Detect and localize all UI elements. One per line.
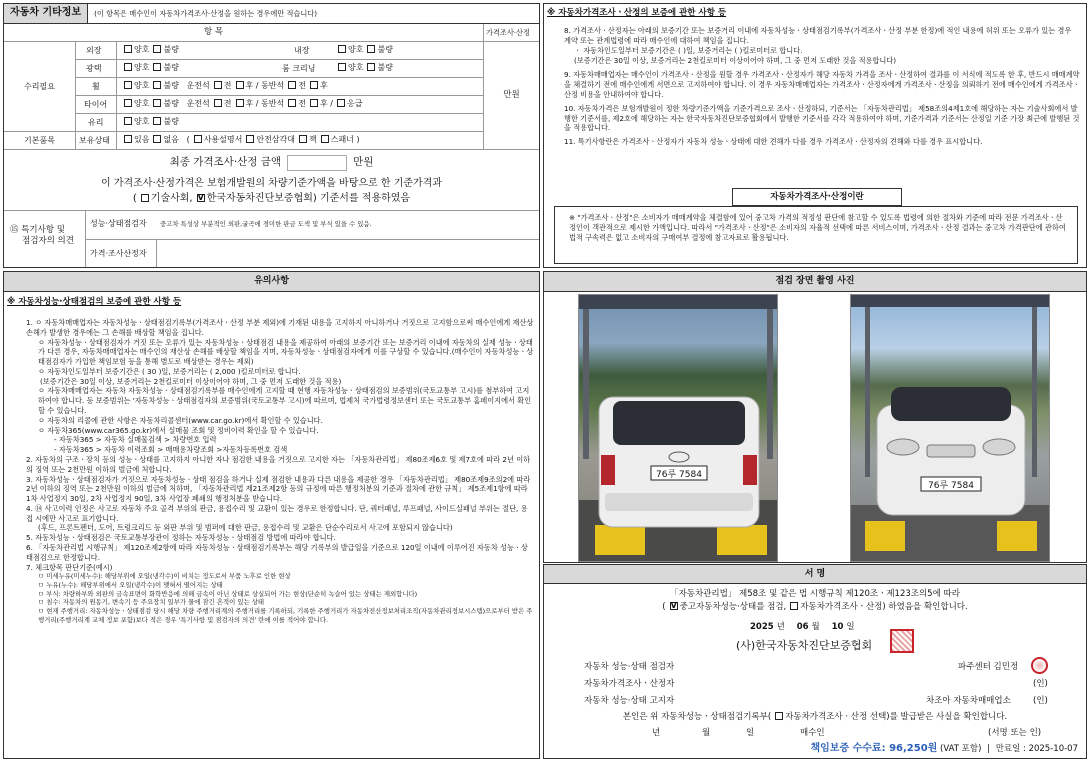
basis-paren: ( bbox=[132, 193, 137, 204]
caution-1b: ㅇ 자동차성능ㆍ상태점검자가 거짓 또는 오류가 있는 자동차성능ㆍ상태점검 내용을 제공하여 아래의 보증기간 또는 보증거리 이내에 자동차의 실제 성능ㆍ상태가 다른 경우, 자동차매매업자는 매수인의 재산상 손해를 배상할 책임을 지며, 자동차성능ㆍ상태점검자에게 이를 구상할 수 있습니다.(매수인이 자동차성능ㆍ상태점검자가 가입한 책임보험 등을 통해 별도로 배상받는 경우는 제외) bbox=[38, 337, 534, 367]
confirm-price-label: 자동차가격조사ㆍ산정) 하였음을 확인합니다. bbox=[800, 602, 968, 612]
price-notes-title: ※ 자동차가격조사ㆍ산정의 보증에 관한 사항 등 bbox=[547, 8, 727, 18]
basic-label-cell bbox=[4, 132, 76, 150]
glass-bad-label: 불량 bbox=[163, 117, 179, 126]
glass-good-checkbox[interactable] bbox=[124, 117, 132, 125]
owned-yes-checkbox[interactable] bbox=[124, 135, 132, 143]
signature-header bbox=[544, 565, 1086, 584]
row-gloss bbox=[76, 60, 483, 78]
performance-row bbox=[86, 211, 539, 240]
tire-label: 타이어 bbox=[84, 100, 108, 109]
signature-date bbox=[750, 622, 1086, 633]
interior-good-label: 양호 bbox=[348, 45, 364, 54]
exterior-good-label: 양호 bbox=[134, 45, 150, 54]
sig-year-unit: 년 bbox=[776, 622, 785, 632]
inspector-label: 자동차 성능·상태 점검자 bbox=[584, 662, 675, 672]
tire-front2-label: 전 bbox=[298, 99, 306, 108]
signature-section bbox=[543, 564, 1087, 759]
buyer-year: 년 bbox=[652, 728, 661, 738]
fee-vat: (VAT 포함) bbox=[940, 744, 982, 754]
repair-rows bbox=[76, 42, 483, 150]
sig-day: 10 bbox=[831, 622, 844, 632]
photos-header bbox=[544, 272, 1086, 292]
room-label: 룸 크리닝 bbox=[282, 64, 316, 73]
caution-6: 6. 「자동차관리법 시행규칙」 제120조제2항에 따라 자동차성능ㆍ상태점검기록부는 해당 기록부의 발급일을 기준으로 120일 이내에 이루어진 자동차 성능ㆍ상태점검으로 한정합니다. bbox=[26, 542, 528, 562]
caution-1e: ㅇ 자동차매매업자는 자동차 자동차성능ㆍ상태점검기록부를 매수인에게 고지할 때 현행 자동차성능ㆍ상태점검의 보증범위(국토교통부 고시)를 첨부하여 고지하여야 합니다. 등 보증범위는 '자동차성능ㆍ상태점검자의 보증범위(국토교통부 고시)에 따르며, 법제처 국가법령정보센터 또는 국토교통부 홈페이지에서 확인할 수 있습니다. bbox=[38, 386, 532, 416]
buyer-day: 일 bbox=[746, 728, 755, 738]
owned-no-checkbox[interactable] bbox=[153, 135, 161, 143]
basis-tech-label: 기술사회, bbox=[150, 193, 193, 204]
caution-2: 2. 자동차의 구조ㆍ장치 등의 성능ㆍ상태를 고지하지 아니한 자나 점검한 내용을 거짓으로 고지한 자는 「자동차관리법」 제80조제6호 및 제7호에 따라 2년 이하의 징역 또는 2천만원 이하의 벌금에 처합니다. bbox=[26, 454, 531, 474]
interior-good-checkbox[interactable] bbox=[338, 45, 346, 53]
criteria-item: ㅁ 침수: 자동차의 원동기, 변속기 등 주요장치 일부가 물에 잠긴 흔적이 있는 상태 bbox=[38, 598, 265, 607]
caution-1i: - 자동차365 > 자동차 이력조회 > 매매용차량조회 >자동차등록번호 검색 bbox=[54, 445, 288, 455]
header-item-label: 항 목 bbox=[204, 27, 224, 37]
inspection-photo-front bbox=[850, 294, 1050, 562]
receipt-text-b: 자동차가격조사 · 산정 선택)를 발급받은 사실을 확인합니다. bbox=[785, 712, 1008, 722]
gloss-label: 광택 bbox=[86, 64, 102, 73]
tire-front-checkbox[interactable] bbox=[214, 99, 222, 107]
other-info-title: 자동차 기타정보 bbox=[4, 4, 88, 23]
tire-front-label: 전 bbox=[223, 99, 232, 108]
fee-expiry: 만료일 : 2025-10-07 bbox=[995, 744, 1078, 754]
price-column bbox=[483, 42, 539, 150]
caution-1: 1. ㅇ 자동차매매업자는 자동차성능ㆍ상태점검기록부(가격조사ㆍ산정 부분 제외)에 기재된 내용을 고지하지 아니하거나 거짓으로 고지함으로써 매수인에게 재산상 손해가 발생한 경우에는 그 손해를 배상할 책임을 집니다. bbox=[26, 318, 534, 337]
pricer-seal: (인) bbox=[1033, 679, 1048, 689]
performance-label: 성능·상태점검자 bbox=[90, 219, 147, 228]
wheel-rear-checkbox[interactable] bbox=[236, 81, 244, 89]
signature-title: 서 명 bbox=[804, 569, 826, 579]
room-bad-label: 불량 bbox=[377, 63, 393, 72]
row-owned bbox=[76, 132, 483, 150]
caution-4b: (후드, 프론트펜더, 도어, 트렁크리드 등 외판 부위 및 범퍼에 대한 판금, 용접수리 및 교환은 단순수리로서 사고에 포함되지 않습니다) bbox=[38, 523, 453, 533]
association-name: (사)한국자동차진단보증협회 bbox=[736, 639, 873, 652]
criteria-item: ㅁ 누유(누수): 해당부위에서 오일(냉각수)이 맺혀서 떨어지는 상태 bbox=[38, 580, 223, 589]
price-note-8-period: ㆍ 자동차인도일부터 보증기간은 ( )일, 보증거리는 ( )킬로미터로 합니다. bbox=[574, 45, 803, 55]
gloss-bad-checkbox[interactable] bbox=[153, 63, 161, 71]
caution-5: 5. 자동차성능ㆍ상태점검은 국토교통부장관이 정하는 자동차성능ㆍ상태점검 방법에 따라야 합니다. bbox=[26, 533, 336, 543]
definition-title: 자동차가격조사·산정이란 bbox=[770, 191, 864, 202]
price-note-11: 11. 특기사항란은 가격조사ㆍ산정자가 자동차 성능ㆍ상태에 대한 견해가 다를 경우 가격조사ㆍ산정자의 견해와 다를 경우 표시합니다. bbox=[564, 137, 983, 147]
cautions-title: 유의사항 bbox=[254, 276, 289, 286]
wheel-label: 휠 bbox=[92, 82, 100, 91]
tire-spare-checkbox[interactable] bbox=[337, 99, 345, 107]
confirm-price-checkbox[interactable] bbox=[790, 602, 798, 610]
price-notes-section bbox=[543, 3, 1087, 268]
basis-association-label: 한국자동차진단보증협회) 기준서를 적용하였음 bbox=[206, 193, 411, 204]
room-good-checkbox[interactable] bbox=[338, 63, 346, 71]
owned-no-label: 없음 bbox=[163, 135, 179, 144]
caution-1h: - 자동차365 > 자동차 실매물검색 > 차량번호 입력 bbox=[54, 435, 217, 445]
header-price-label: 가격조사·산정 bbox=[486, 28, 530, 37]
price-note-8-rule: (보증기간은 30일 이상, 보증거리는 2천킬로미터 이상이어야 하며, 그 중 먼저 도래한 것을 적용합니다) bbox=[574, 55, 897, 65]
special-notes bbox=[4, 210, 539, 267]
cautions-section bbox=[3, 271, 540, 759]
row-exterior bbox=[76, 42, 483, 60]
caution-1c: ㅇ 자동차인도일부터 보증기간은 ( 30 )일, 보증거리는 ( 2,000 )킬로미터로 합니다. bbox=[38, 366, 301, 376]
wheel-front-label: 전 bbox=[223, 81, 232, 90]
cautions-body bbox=[26, 318, 534, 624]
glass-bad-checkbox[interactable] bbox=[153, 117, 161, 125]
exterior-bad-label: 불량 bbox=[163, 45, 179, 54]
exterior-bad-checkbox[interactable] bbox=[153, 45, 161, 53]
signature-confirm-line bbox=[544, 602, 1086, 613]
caution-4: 4. ⑭ 사고이력 인정은 사고로 자동차 주요 골격 부위의 판금, 용접수리 및 교환이 있는 경우로 한정합니다. 단, 쿼터패널, 루프패널, 사이드실패널 부위는 절단, 용접 시에만 사고로 표기합니다. bbox=[26, 503, 528, 523]
other-info-section bbox=[3, 3, 540, 268]
wheel-front2-checkbox[interactable] bbox=[288, 81, 296, 89]
inspector-seal-icon bbox=[1031, 657, 1048, 674]
cautions-header bbox=[4, 272, 539, 292]
rear-car-illustration bbox=[579, 295, 778, 562]
photos-section bbox=[543, 271, 1087, 563]
front-plate-text: 76루 7584 bbox=[928, 481, 974, 491]
other-info-note: (이 항목은 매수인이 자동차가격조사·산정을 원하는 경우에만 적습니다) bbox=[94, 9, 318, 18]
buyer-month: 월 bbox=[702, 728, 711, 738]
wheel-good-checkbox[interactable] bbox=[124, 81, 132, 89]
gloss-good-checkbox[interactable] bbox=[124, 63, 132, 71]
gloss-bad-label: 불량 bbox=[163, 63, 179, 72]
notifier-label: 자동차 성능·상태 고지자 bbox=[584, 696, 675, 706]
price-notes-body bbox=[564, 26, 1080, 147]
notifier-seal: (인) bbox=[1033, 696, 1048, 706]
association-seal-icon bbox=[890, 629, 914, 653]
tire-bad-checkbox[interactable] bbox=[153, 99, 161, 107]
special-label-1: ⑮ 특기사항 및 bbox=[10, 225, 65, 235]
triangle-label: 안전삼각대 bbox=[256, 135, 295, 144]
final-price-row bbox=[4, 150, 539, 176]
final-price-label: 최종 가격조사·산정 금액 bbox=[169, 156, 282, 169]
caution-1g: ㅇ 자동차365(www.car365.go.kr)에서 실매물 조회 및 정비이력 확인을 할 수 있습니다. bbox=[38, 425, 319, 435]
tire-good-label: 양호 bbox=[134, 99, 150, 108]
final-price-unit: 만원 bbox=[353, 156, 374, 169]
wheel-rear2-label: 후 bbox=[319, 81, 328, 90]
definition-title-box bbox=[732, 188, 902, 206]
price-note-9: 9. 자동차매매업자는 매수인이 가격조사ㆍ산정을 원할 경우 가격조사ㆍ산정자가 해당 자동차 가격을 조사ㆍ산정하여 결과를 이 서식에 적도록 한 후, 반드시 매매계약을 체결하기 전에 매수인에게 서면으로 고지하여야 합니다. 이 경우 자동차매매업자는 가격조사ㆍ산정자에게 가격조사ㆍ산정을 의뢰하기 전에 매수인에게 가격조사ㆍ산정 비용을 안내하여야 합니다. bbox=[564, 69, 1080, 99]
room-bad-checkbox[interactable] bbox=[367, 63, 375, 71]
basic-label: 기본품목 bbox=[24, 135, 55, 145]
final-price-input[interactable] bbox=[287, 155, 347, 171]
buyer-sign: (서명 또는 인) bbox=[988, 728, 1042, 738]
triangle-checkbox[interactable] bbox=[246, 135, 254, 143]
wheel-bad-checkbox[interactable] bbox=[153, 81, 161, 89]
confirm-performance-label: 중고자동차성능·상태를 점검, bbox=[679, 602, 787, 612]
special-label-2: 점검자의 의견 bbox=[22, 235, 74, 246]
tire-spare-label: 응급 bbox=[346, 99, 363, 108]
tire-rear-label: 후 / 동반석 bbox=[245, 99, 285, 108]
basis-association-checkbox[interactable] bbox=[197, 194, 205, 202]
caution-1f: ㅇ 자동차의 리콜에 관한 사항은 자동차리콜센터(www.car.go.kr)에서 확인할 수 있습니다. bbox=[38, 415, 323, 425]
owned-paren: ( bbox=[186, 135, 190, 144]
pricing-row bbox=[86, 240, 539, 267]
manual-checkbox[interactable] bbox=[194, 135, 202, 143]
pricing-label: 가격·조사산정자 bbox=[90, 249, 147, 258]
definition-text: ※ "가격조사ㆍ산정"은 소비자가 매매계약을 체결함에 있어 중고차 가격의 적정성 판단에 참고할 수 있도록 법령에 의한 절차와 기준에 따라 전문 가격조사ㆍ산정인이 객관적으로 제시한 가액입니다. 따라서 "가격조사ㆍ산정"은 소비자의 자율적 선택에 따른 서비스이며, 가격조사ㆍ산정 결과는 중고차 가격판단에 관하여 법적 구속력은 없고 소비자의 구매여부 결정에 참고자료로 활용됩니다. bbox=[569, 213, 1066, 243]
cautions-subtitle: ※ 자동차성능·상태점검의 보증에 관한 사항 등 bbox=[7, 297, 182, 307]
price-note-10: 10. 자동차가격은 보험개발원이 정한 차량기준가액을 기준가격으로 조사ㆍ산정하되, 기준서는 「자동차관리법」 제58조의4제1호에 해당하는 자는 기술사회에서 발행한 기준서를, 제2호에 해당하는 자는 한국자동차진단보증협회에서 발행한 기준서를 각각 적용하여야 하며, 기준가격과 기준서는 산정일 기준 가장 최근에 발행된 것을 적용합니다. bbox=[564, 103, 1080, 133]
row-tire bbox=[76, 96, 483, 114]
criteria-item: ㅁ 현재 주행거리: 자동차성능ㆍ상태점검 당시 해당 차량 주행거리계의 주행거리를 기록하되, 기록한 주행거리가 자동차전산정보처리조직(자동차관리정보시스템)으로부터 받은 주행거리(주행거리계 교체 정보 포함)보다 적은 경우 '특기사항 및 점검자의 의견' 란에 이를 적어야 합니다. bbox=[38, 606, 533, 624]
tire-driver-label: 운전석 bbox=[186, 99, 210, 108]
criteria-list bbox=[26, 572, 534, 624]
fee-label: 책임보증 수수료: 96,250원 bbox=[810, 743, 938, 754]
sig-month: 06 bbox=[796, 622, 809, 632]
price-note-8: 8. 가격조사ㆍ산정자는 아래의 보증기간 또는 보증거리 이내에 자동차성능ㆍ상태점검기록부(가격조사ㆍ산정 부분 한정)에 적인 내용에 허위 또는 오류가 있는 경우 계약 또는 관계법령에 따라 매수인에 대하여 책임을 집니다. bbox=[564, 26, 1072, 45]
confirm-performance-checkbox[interactable] bbox=[670, 602, 678, 610]
fee-divider: | bbox=[987, 744, 990, 754]
basis-line-2 bbox=[4, 193, 539, 206]
inspector-name: 파주센터 김민정 bbox=[958, 662, 1019, 672]
exterior-good-checkbox[interactable] bbox=[124, 45, 132, 53]
criteria-item: ㅁ 미세누유(미세누수): 해당부위에 오일(냉각수)이 비치는 정도로서 부품 노후로 인한 현상 bbox=[38, 572, 291, 581]
wheel-driver-label: 운전석 bbox=[186, 81, 210, 90]
tire-rear2-label: 후 / bbox=[319, 99, 333, 108]
basis-tech-checkbox[interactable] bbox=[141, 194, 149, 202]
jack-label: 잭 bbox=[308, 135, 317, 144]
repair-label: 수리필요 bbox=[24, 81, 55, 91]
spanner-checkbox[interactable] bbox=[321, 135, 329, 143]
performance-text: 중고차 특성상 부분적인 외판,굴곡에 경미한 판금 도색 및 부식 있을 수 있음. bbox=[160, 220, 372, 228]
exterior-label: 외장 bbox=[86, 46, 102, 55]
interior-bad-checkbox[interactable] bbox=[367, 45, 375, 53]
inspection-photo-rear bbox=[578, 294, 778, 562]
interior-bad-label: 불량 bbox=[377, 45, 393, 54]
front-car-illustration bbox=[851, 295, 1050, 562]
owned-yes-label: 있음 bbox=[134, 135, 150, 144]
interior-label: 내장 bbox=[294, 46, 310, 55]
rear-plate-text: 76루 7584 bbox=[656, 470, 702, 480]
caution-3: 3. 자동차성능ㆍ상태점검자가 거짓으로 자동차성능ㆍ상태 점검을 하거나 실제 점검한 내용과 다른 내용을 제공한 경우 「자동차관리법」 제80조제9조의2에 따라 2년 이하의 징역 또는 2천만원 이하의 벌금에 처하며, 「자동차관리법 제21조제2항 등의 규정에 따른 행정처분의 기준과 절차에 관한 규칙」 제5조제1항에 따라 1차 사업정지 30일, 2차 사업정지 90일, 3차 사업장 폐쇄의 행정처분을 받습니다. bbox=[26, 474, 531, 504]
room-good-label: 양호 bbox=[348, 63, 364, 72]
tire-front2-checkbox[interactable] bbox=[288, 99, 296, 107]
special-label-cell bbox=[4, 211, 86, 267]
glass-label: 유리 bbox=[88, 118, 104, 127]
tire-good-checkbox[interactable] bbox=[124, 99, 132, 107]
wheel-front2-label: 전 bbox=[298, 81, 306, 90]
glass-good-label: 양호 bbox=[134, 117, 150, 126]
wheel-front-checkbox[interactable] bbox=[214, 81, 222, 89]
notifier-name: 차조아 자동차매매업소 bbox=[926, 696, 1011, 706]
signature-law-line: 「자동차관리법」 제58조 및 같은 법 시행규칙 제120조ㆍ제123조의5에 따라 bbox=[670, 589, 960, 599]
wheel-bad-label: 불량 bbox=[163, 81, 179, 90]
sig-month-unit: 월 bbox=[811, 622, 820, 632]
tire-rear-checkbox[interactable] bbox=[236, 99, 244, 107]
other-info-header-row bbox=[4, 24, 539, 42]
receipt-text-a: 본인은 위 자동차성능ㆍ상태점검기록부( bbox=[622, 712, 772, 722]
wheel-rear-label: 후 / 동반석 bbox=[245, 81, 285, 90]
wheel-rear2-checkbox[interactable] bbox=[310, 81, 318, 89]
wheel-good-label: 양호 bbox=[134, 81, 150, 90]
owned-label: 보유상태 bbox=[79, 136, 110, 145]
photos-title: 점검 장면 촬영 사진 bbox=[775, 276, 855, 286]
repair-label-cell bbox=[4, 42, 76, 132]
buyer-label: 매수인 bbox=[800, 728, 825, 738]
caution-1d: (보증기간은 30일 이상, 보증거리는 2천킬로미터 이상이어야 하며, 그 중 먼저 도래한 것을 적용) bbox=[40, 376, 342, 386]
gloss-good-label: 양호 bbox=[134, 63, 150, 72]
row-glass bbox=[76, 114, 483, 132]
receipt-row bbox=[544, 712, 1086, 723]
sig-year: 2025 bbox=[750, 622, 774, 632]
caution-7: 7. 체크항목 판단기준(예시) bbox=[26, 562, 113, 572]
manual-label: 사용설명서 bbox=[203, 135, 243, 144]
row-wheel bbox=[76, 78, 483, 96]
price-unit: 만원 bbox=[503, 90, 520, 101]
basis-line-1: 이 가격조사·산정가격은 보험개발원의 차량기준가액을 바탕으로 한 기준가격과 bbox=[100, 178, 443, 189]
jack-checkbox[interactable] bbox=[299, 135, 307, 143]
fee-row bbox=[544, 743, 1086, 756]
tire-rear2-checkbox[interactable] bbox=[310, 99, 318, 107]
other-info-title-bar bbox=[4, 4, 539, 24]
receipt-price-checkbox[interactable] bbox=[775, 712, 783, 720]
definition-box bbox=[554, 206, 1078, 264]
pricer-label: 자동차가격조사ㆍ산정자 bbox=[584, 679, 675, 689]
criteria-item: ㅁ 부식: 차량하부와 외판의 금속표면이 화학반응에 의해 금속이 아닌 상태로 상실되어 가는 현상(단순히 녹슬어 있는 상태는 제외합니다) bbox=[38, 589, 418, 598]
confirm-paren: ( bbox=[662, 602, 666, 612]
sig-day-unit: 일 bbox=[846, 622, 855, 632]
tire-bad-label: 불량 bbox=[163, 99, 179, 108]
spanner-label: 스패너 ) bbox=[330, 135, 360, 144]
